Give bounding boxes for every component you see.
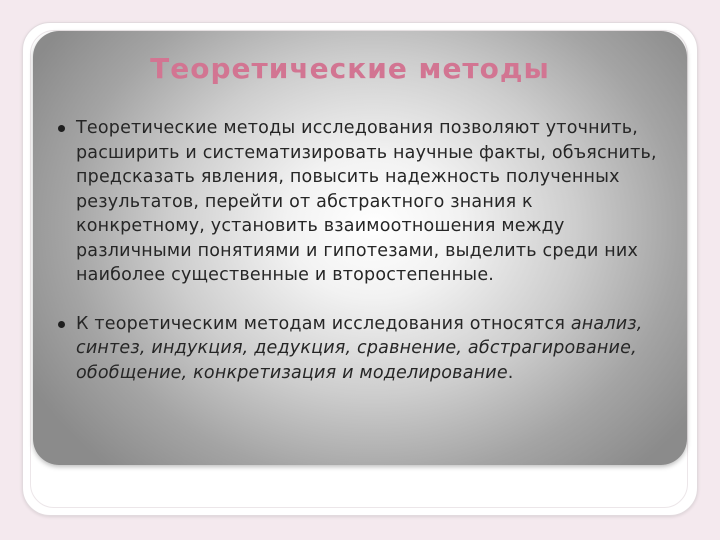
slide-content	[58, 116, 658, 385]
bullet-dot-icon	[58, 321, 65, 328]
methods-list: анализ, синтез, индукция, дедукция, сравнение, абстрагирование, обобщение, конкретизация и моделирование	[76, 313, 643, 383]
bullet-text: Теоретические методы исследования позволяют уточнить, расширить и систематизировать научные факты, объяснить, предсказать явления, повысить надежность полученных результатов, перейти от абстрактного знания к конкретному, установить взаимоотношения между различными понятиями и гипотезами, выделить среди них наиболее существенные и второстепенные.	[76, 118, 657, 285]
bullet-dot-icon	[58, 125, 65, 132]
bullet-lead-text: К теоретическим методам исследования относятся	[76, 313, 566, 334]
bullet-item	[58, 116, 658, 288]
bullet-item	[58, 312, 658, 386]
slide-title: Теоретические методы	[150, 52, 550, 85]
bullet-end-punctuation: .	[507, 362, 514, 383]
